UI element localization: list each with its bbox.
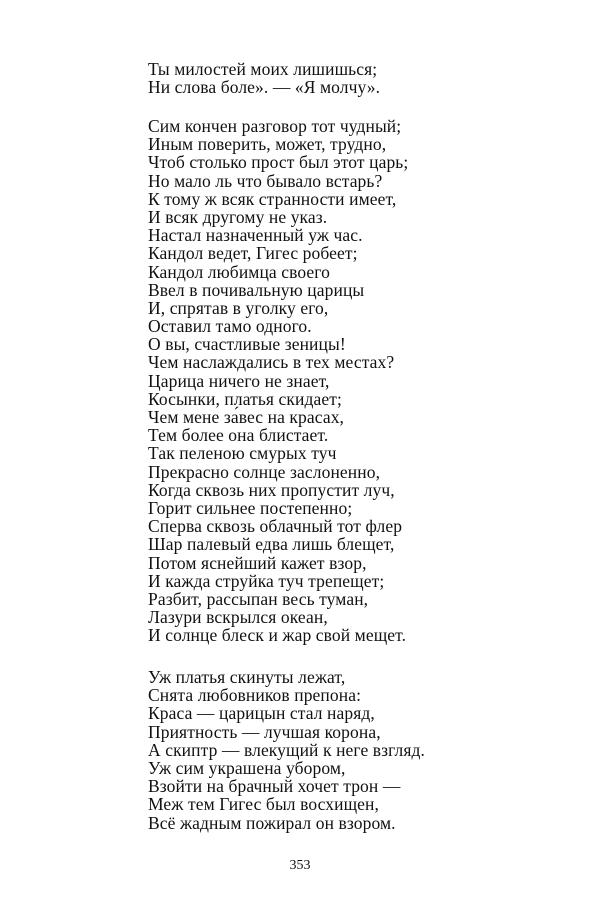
poem-line: Кандол ведет, Гигес робеет; [148,243,358,264]
poem-line: Взойти на брачный хочет трон — [148,776,401,797]
poem-line: Разбит, рассыпан весь туман, [148,588,369,609]
poem-stanza-3 [148,668,425,832]
poem-line: А скиптр — влекущий к неге взгляд. [148,739,426,760]
poem-line: Тем более она блистает. [148,425,329,446]
poem-line: Сперва сквозь облачный тот флер [148,516,403,537]
poem-line: Краса — царицын стал наряд, [148,703,375,724]
poem-line: Кандол любимца своего [148,261,330,282]
poem-line: Уж сим украшена убором, [148,757,346,778]
poem-line: Лазури вскрылся океан, [148,607,328,628]
poem-line: Уж платья скинуты лежат, [148,667,346,687]
poem-line: Косынки, платья скидает; [148,388,342,409]
poem-line: Меж тем Гигес был восхищен, [148,794,379,815]
poem-line: Иным поверить, может, трудно, [148,134,387,155]
poem-line: О вы, счастливые зеницы! [148,334,346,355]
poem-line: И всяк другому не указ. [148,206,328,227]
poem-line: Шар палевый едва лишь блещет, [148,534,395,555]
poem-line: Ни слова боле». — «Я молчу». [148,77,381,98]
poem-line: Когда сквозь них пропустит луч, [148,479,395,500]
poem-line: Ты милостей моих лишишься; [148,59,378,79]
poem-line: Горит сильнее постепенно; [148,497,353,518]
poem-line: Настал назначенный уж час. [148,225,363,246]
poem-line: И каждa струйка туч трепещет; [148,570,385,591]
poem-line: Оставил тамо одного. [148,316,312,337]
poem-line: Всё жадным пожирал он взором. [148,812,396,833]
poem-line: Царица ничего не знает, [148,370,330,391]
poem-line: Чем мене за́вес на красах, [148,407,345,427]
poem-line: Сим кончен разговор тот чудный; [148,116,402,136]
poem-line: И солнце блеск и жар свой мещет. [148,625,407,646]
poem-line: К тому ж всяк странности имеет, [148,188,397,209]
poem-line: Снята любовников препона: [148,685,362,706]
poem-stanza-1 [148,60,380,96]
poem-line: Так пеленою смурых туч [148,443,337,464]
poem-line: Потом яснейший кажет взор, [148,552,367,573]
poem-line: Чем наслаждались в тех местах? [148,352,395,373]
poem-line: Но мало ль что бывало встарь? [148,170,383,191]
poem-line: Ввел в почивальную царицы [148,279,365,300]
poem-line: Приятность — лучшая корона, [148,721,381,742]
poem-line: Прекрасно солнце заслоненно, [148,461,381,482]
poem-stanza-2 [148,117,408,644]
page-number: 353 [289,858,311,873]
poem-line: И, спрятав в уголку его, [148,297,329,318]
poem-line: Чтоб столько прост был этот царь; [148,152,409,173]
